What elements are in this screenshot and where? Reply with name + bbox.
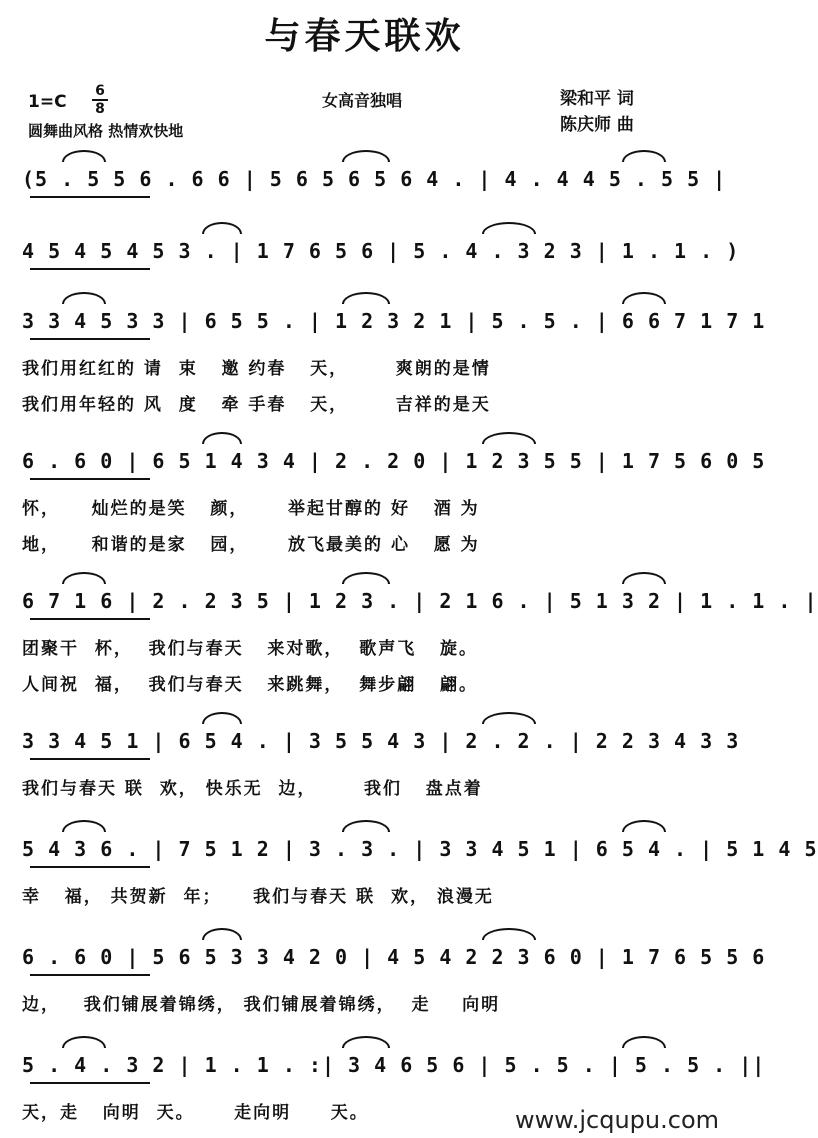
score-row [22,572,818,695]
slur-mark [342,292,390,304]
slur-mark [482,928,536,940]
lyric-line: 团聚干 杯， 我们与春天 来对歌， 歌声飞 旋。 [22,639,479,659]
beam-line [30,338,150,340]
lyric-line: 怀， 灿烂的是笑 颜， 举起甘醇的 好 酒 为 [22,499,480,519]
lyric-line: 人间祝 福， 我们与春天 来跳舞， 舞步翩 翩。 [22,675,479,695]
lyric-line: 边， 我们铺展着锦绣， 我们铺展着锦绣， 走 向明 [22,995,501,1015]
lyric-line: 地， 和谐的是家 园， 放飞最美的 心 愿 为 [22,535,480,555]
score-row [22,712,740,799]
notation-line: 5 4 3 6 . | 7 5 1 2 | 3 . 3 . | 3 3 4 5 1 | 6 5 4 . | 5 1 4 5 [22,837,818,861]
time-signature-bottom: 8 [95,101,105,117]
slur-mark [202,712,242,724]
beam-line [30,866,150,868]
notation-line: 6 . 6 0 | 5 6 5 3 3 4 2 0 | 4 5 4 2 2 3 6 0 | 1 7 6 5 5 6 [22,945,766,969]
score-row [22,820,818,907]
key-signature: 1=C [28,92,67,112]
beam-line [30,1082,150,1084]
slur-mark [482,712,536,724]
slur-mark [342,820,390,832]
slur-mark [342,572,390,584]
score-row [22,150,727,210]
lyric-line: 我们与春天 联 欢， 快乐无 边， 我们 盘点着 [22,779,483,799]
slur-mark [622,820,666,832]
slur-mark [62,292,106,304]
slur-mark [622,1036,666,1048]
score-row [22,928,766,1015]
lyric-line: 幸 福， 共贺新 年； 我们与春天 联 欢， 浪漫无 [22,887,494,907]
notation-line: 3 3 4 5 3 3 | 6 5 5 . | 1 2 3 2 1 | 5 . 5 . | 6 6 7 1 7 1 [22,309,766,333]
slur-mark [62,572,106,584]
slur-mark [62,150,106,162]
notation-line: 4 5 4 5 4 5 3 . | 1 7 6 5 6 | 5 . 4 . 3 2 3 | 1 . 1 . ) [22,239,740,263]
beam-line [30,618,150,620]
watermark: www.jcqupu.com [515,1106,719,1134]
song-title: 与春天联欢 [264,16,465,57]
notation-line: (5 . 5 5 6 . 6 6 | 5 6 5 6 5 6 4 . | 4 . 4 4 5 . 5 5 | [22,167,727,191]
time-signature [92,84,108,116]
lyric-line: 我们用年轻的 风 度 牵 手春 天， 吉祥的是天 [22,395,491,415]
slur-mark [482,432,536,444]
slur-mark [62,820,106,832]
slur-mark [202,432,242,444]
slur-mark [482,222,536,234]
score-row [22,222,740,282]
notation-line: 5 . 4 . 3 2 | 1 . 1 . :| 3 4 6 5 6 | 5 . 5 . | 5 . 5 . || [22,1053,766,1077]
slur-mark [622,572,666,584]
beam-line [30,478,150,480]
slur-mark [342,150,390,162]
score-row [22,432,766,555]
slur-mark [202,928,242,940]
performance-style: 圆舞曲风格 热情欢快地 [28,122,184,140]
beam-line [30,196,150,198]
lyric-line: 天，走 向明 天。 走向明 天。 [22,1103,369,1123]
lyricist-credit: 梁和平 词 [560,89,634,109]
time-signature-top: 6 [95,83,105,99]
notation-line: 3 3 4 5 1 | 6 5 4 . | 3 5 5 4 3 | 2 . 2 . | 2 2 3 4 3 3 [22,729,740,753]
slur-mark [62,1036,106,1048]
slur-mark [202,222,242,234]
beam-line [30,268,150,270]
notation-line: 6 . 6 0 | 6 5 1 4 3 4 | 2 . 2 0 | 1 2 3 5 5 | 1 7 5 6 0 5 [22,449,766,473]
score-row [22,292,766,415]
slur-mark [342,1036,390,1048]
beam-line [30,974,150,976]
slur-mark [622,292,666,304]
notation-line: 6 7 1 6 | 2 . 2 3 5 | 1 2 3 . | 2 1 6 . | 5 1 3 2 | 1 . 1 . | [22,589,818,613]
lyric-line: 我们用红红的 请 束 邀 约春 天， 爽朗的是情 [22,359,491,379]
composer-credit: 陈庆师 曲 [560,115,634,135]
voice-type: 女高音独唱 [322,91,403,110]
slur-mark [622,150,666,162]
beam-line [30,758,150,760]
